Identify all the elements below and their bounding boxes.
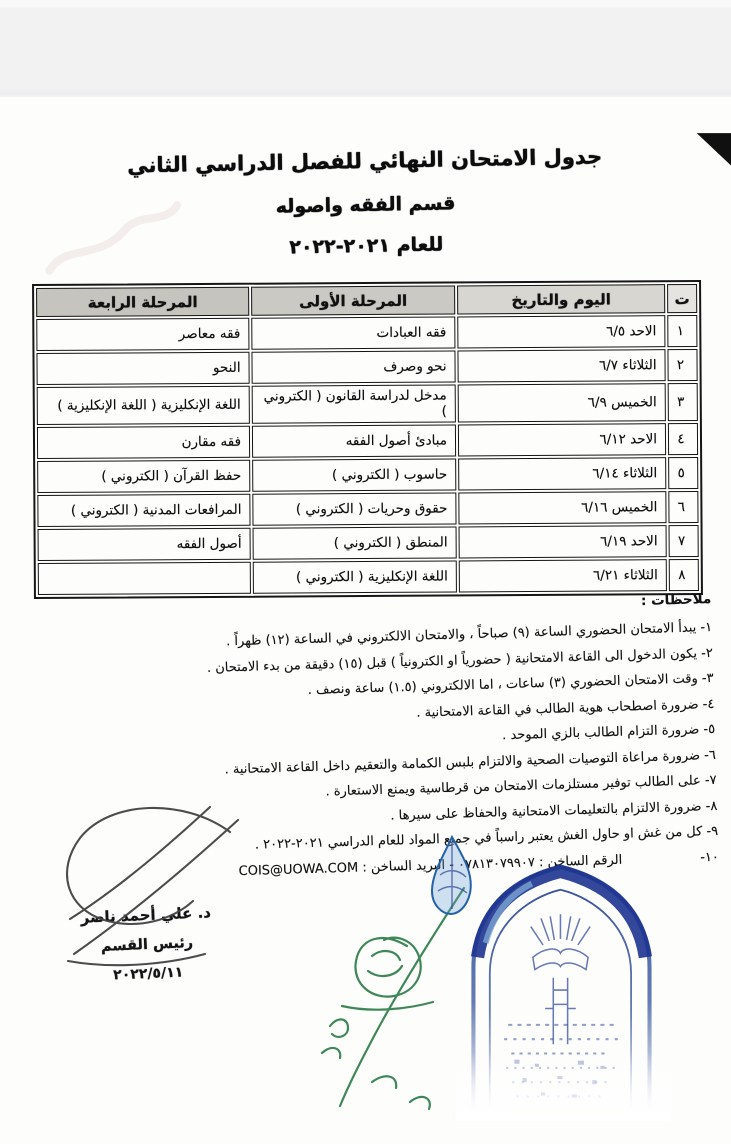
cell-day-date: الخميس ٦/١٦ bbox=[458, 491, 666, 524]
cell-number: ٨ bbox=[669, 559, 699, 591]
signature-role: رئيس القسم bbox=[100, 935, 194, 955]
cell-number: ٦ bbox=[668, 491, 698, 523]
cell-stage-1-subject: حقوق وحريات ( الكتروني ) bbox=[252, 492, 456, 525]
cell-number: ٥ bbox=[668, 457, 698, 489]
note-item: ٧- على الطالب توفير مستلزمات الامتحان من قرطاسية ويمنع الاستعارة . bbox=[325, 772, 717, 800]
university-seal-stamp bbox=[455, 853, 670, 1123]
exam-schedule-table bbox=[32, 280, 703, 599]
document-title bbox=[0, 142, 731, 264]
cell-stage-1-subject: المنطق ( الكتروني ) bbox=[253, 526, 457, 559]
cell-stage-4-subject: المرافعات المدنية ( الكتروني ) bbox=[37, 494, 250, 527]
cell-number: ١ bbox=[667, 315, 697, 347]
note-item: ٦- ضرورة مراعاة التوصيات الصحية والالتزام بلبس الكمامة والتعقيم داخل القاعة الامتحانية . bbox=[224, 747, 717, 778]
notes-heading: ملاحظات : bbox=[640, 591, 712, 610]
table-row bbox=[37, 491, 698, 527]
cell-day-date: الاحد ٦/١٩ bbox=[459, 525, 667, 558]
handwritten-ink-signature bbox=[52, 790, 247, 985]
cell-number: ٢ bbox=[667, 349, 697, 381]
header-number: ت bbox=[667, 284, 697, 313]
cell-day-date: الثلاثاء ٦/٢١ bbox=[459, 559, 667, 592]
cell-stage-4-subject: حفظ القرآن ( الكتروني ) bbox=[37, 460, 250, 493]
note-item: ٥- ضرورة التزام الطالب بالزي الموحد . bbox=[501, 721, 716, 744]
cell-stage-1-subject: فقه العبادات bbox=[251, 316, 455, 349]
header-stage-4: المرحلة الرابعة bbox=[36, 287, 249, 317]
table-row bbox=[37, 383, 698, 425]
note-item: ٣- وقت الامتحان الحضوري (٣) ساعات ، اما الالكتروني (١.٥) ساعة ونصف . bbox=[307, 670, 714, 699]
header-day-date: اليوم والتاريخ bbox=[457, 284, 665, 314]
table-row bbox=[38, 559, 699, 595]
cell-number: ٤ bbox=[668, 423, 698, 455]
cell-stage-4-subject: اللغة الإنكليزية ( اللغة الإنكليزية ) bbox=[37, 386, 250, 425]
note-item: ٢- يكون الدخول الى القاعة الامتحانية ( حضورياً او الكترونياً ) قبل (١٥) دقيقة من بدء الامتحان . bbox=[206, 645, 714, 676]
cell-stage-4-subject: فقه مقارن bbox=[37, 426, 250, 459]
cell-stage-1-subject: مبادئ أصول الفقه bbox=[252, 424, 456, 457]
title-line-3: للعام ٢٠٢١-٢٠٢٢ bbox=[289, 233, 444, 259]
cell-number: ٣ bbox=[668, 383, 698, 421]
cell-day-date: الثلاثاء ٦/٧ bbox=[457, 349, 665, 382]
table-row bbox=[36, 315, 697, 351]
cell-stage-1-subject: اللغة الإنكليزية ( الكتروني ) bbox=[253, 560, 457, 593]
cell-day-date: الخميس ٦/٩ bbox=[458, 383, 666, 422]
table-row bbox=[37, 423, 698, 459]
cell-day-date: الاحد ٦/١٢ bbox=[458, 423, 666, 456]
signature-name: د. علي أحمد ناصر bbox=[80, 903, 212, 927]
table-header-row bbox=[36, 284, 697, 317]
note-10-number: ١٠- bbox=[700, 849, 720, 865]
title-line-1: جدول الامتحان النهائي للفصل الدراسي الثاني bbox=[126, 144, 603, 178]
note-item: ٤- ضرورة اصطحاب هوية الطالب في القاعة الامتحانية . bbox=[416, 696, 715, 721]
cell-stage-4-subject: النحو bbox=[36, 352, 249, 385]
cell-day-date: الاحد ٦/٥ bbox=[457, 315, 665, 348]
signature-date: ٢٠٢٢/٥/١١ bbox=[112, 964, 184, 984]
cell-stage-1-subject: نحو وصرف bbox=[251, 350, 455, 383]
scan-top-shadow-band bbox=[0, 0, 731, 97]
note-item: ٩- كل من غش او حاول الغش يعتبر راسباً في جميع المواد للعام الدراسي ٢٠٢١-٢٠٢٢ . bbox=[254, 823, 719, 853]
cell-stage-4-subject: أصول الفقه bbox=[38, 528, 251, 561]
hotline-and-email: الرقم الساخن : ٠٧٨١٣٠٧٩٩٠٧ - البريد الساخن : COIS@UOWA.COM bbox=[238, 852, 623, 879]
note-item: ١- يبدأ الامتحان الحضوري الساعة (٩) صباحاً ، والامتحان الالكتروني في الساعة (١٢) ظهراً . bbox=[225, 619, 713, 650]
table-row bbox=[38, 525, 699, 561]
title-line-2: قسم الفقه واصوله bbox=[275, 192, 456, 218]
note-item: ٨- ضرورة الالتزام بالتعليمات الامتحانية والحفاظ على سيرها . bbox=[390, 798, 718, 824]
table-row bbox=[37, 457, 698, 493]
exam-schedule-table-wrap bbox=[32, 280, 703, 599]
cell-stage-4-subject bbox=[38, 562, 251, 595]
cell-day-date: الثلاثاء ٦/١٤ bbox=[458, 457, 666, 490]
cell-stage-1-subject: مدخل لدراسة القانون ( الكتروني ) bbox=[252, 384, 456, 423]
cell-stage-4-subject: فقه معاصر bbox=[36, 318, 249, 351]
cell-number: ٧ bbox=[669, 525, 699, 557]
cell-stage-1-subject: حاسوب ( الكتروني ) bbox=[252, 458, 456, 491]
table-row bbox=[36, 349, 697, 385]
header-stage-1: المرحلة الأولى bbox=[251, 285, 455, 315]
